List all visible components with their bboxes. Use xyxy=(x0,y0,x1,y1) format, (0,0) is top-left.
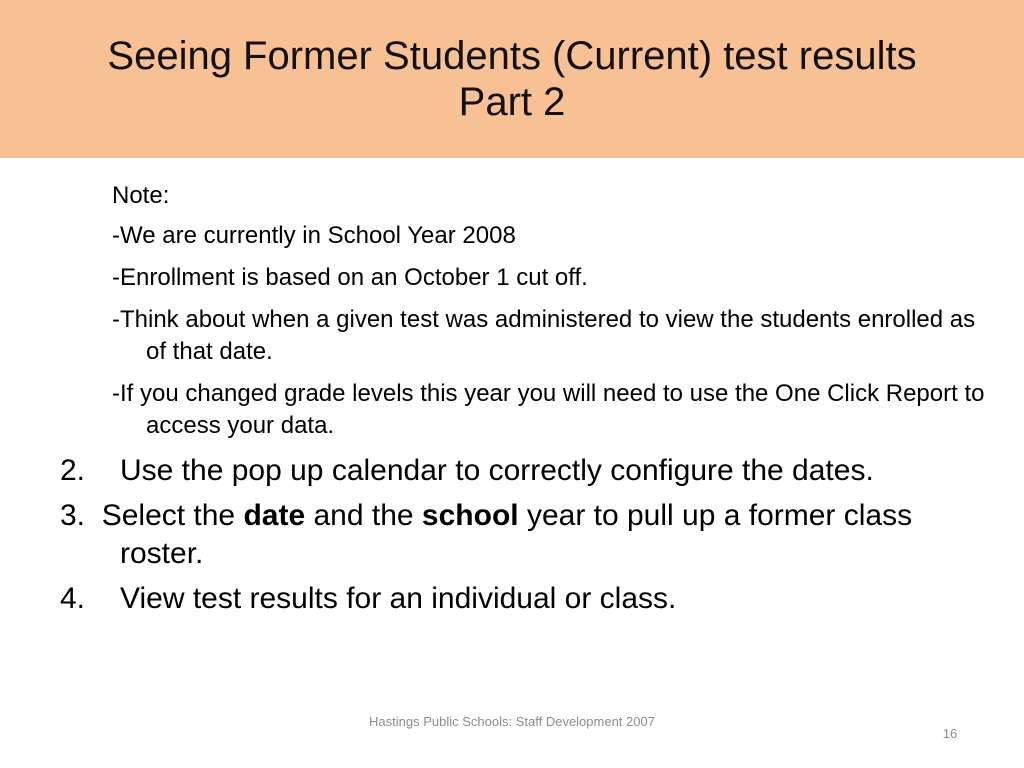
step-number: 3. xyxy=(60,499,86,532)
step-text: Use the pop up calendar to correctly configure the dates. xyxy=(120,454,874,487)
numbered-steps xyxy=(60,452,990,625)
step-text-mid: and the xyxy=(305,499,422,532)
page-number: 16 xyxy=(942,726,958,741)
note-block xyxy=(112,180,992,452)
note-item-test-date: -Think about when a given test was administered to view the students enrolled as of that date. xyxy=(112,306,976,365)
step-number: 2. xyxy=(60,454,86,487)
step-number: 4. xyxy=(60,582,86,615)
step-text-bold-school: school xyxy=(421,499,519,532)
step-text-post: year to pull up a former class roster. xyxy=(120,499,913,570)
note-item-enrollment: -Enrollment is based on an October 1 cut off. xyxy=(112,264,588,291)
step-text-pre: Select the xyxy=(101,499,244,532)
step-item-3 xyxy=(60,497,990,573)
slide-title-line-1: Seeing Former Students (Current) test results xyxy=(107,34,917,78)
title-band xyxy=(0,0,1024,158)
note-heading: Note: xyxy=(112,182,170,209)
note-item-grade-change: -If you changed grade levels this year you will need to use the One Click Report to access your data. xyxy=(112,380,985,439)
step-text: View test results for an individual or class. xyxy=(120,582,677,615)
slide-title-line-2: Part 2 xyxy=(458,80,566,124)
footer-text: Hastings Public Schools: Staff Development 2007 xyxy=(369,714,655,729)
note-item-school-year: -We are currently in School Year 2008 xyxy=(112,222,516,249)
step-item-4 xyxy=(60,580,990,618)
step-text-bold-date: date xyxy=(243,499,306,532)
step-item-2 xyxy=(60,452,990,490)
